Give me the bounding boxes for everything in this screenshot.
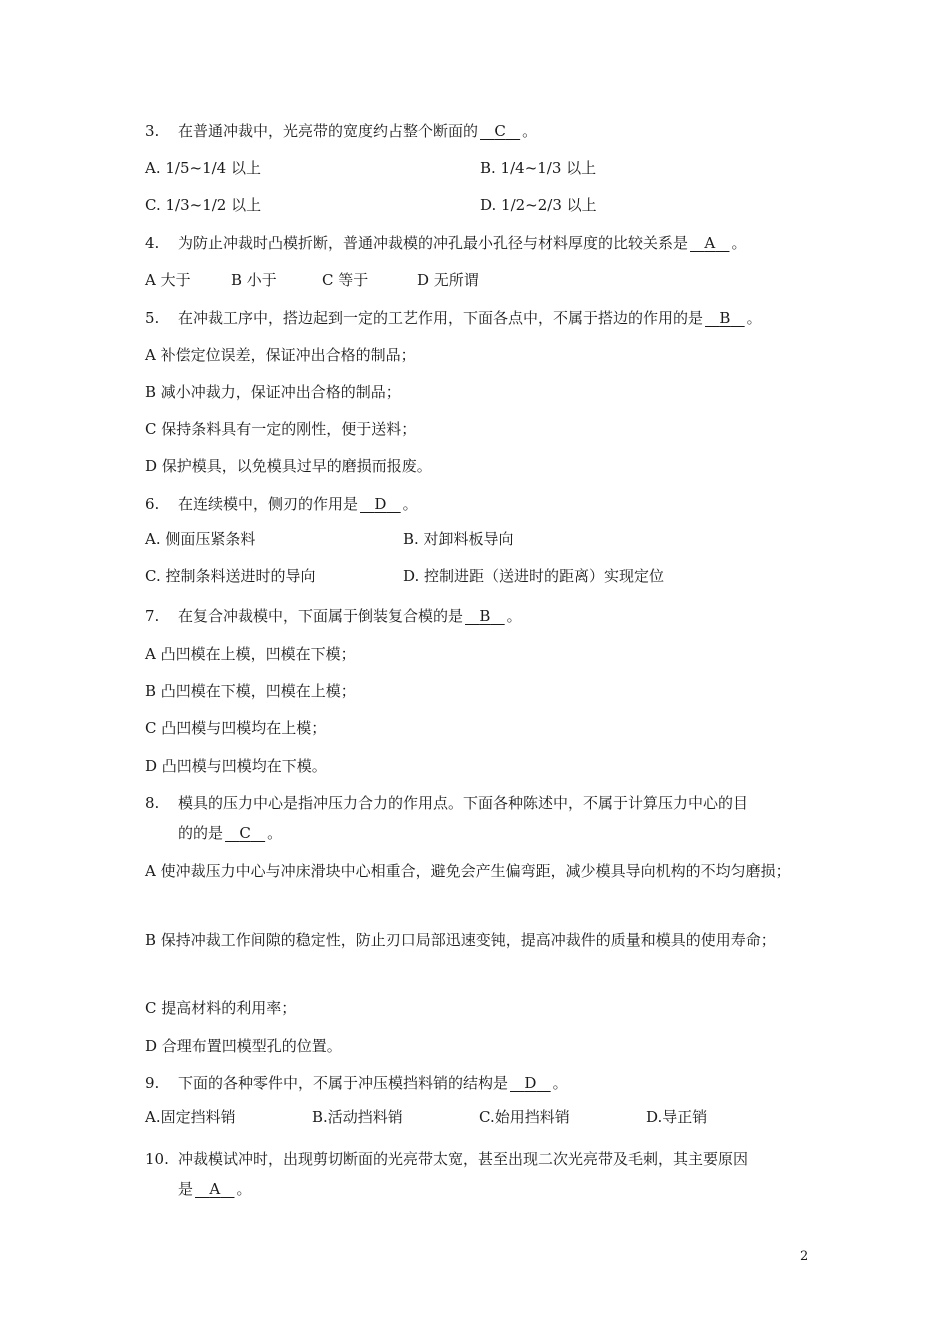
option-a: A 补偿定位误差，保证冲出合格的制品；: [145, 346, 416, 364]
option-d: D 无所谓: [417, 271, 479, 289]
question-4: [145, 232, 747, 254]
question-end: 。: [402, 495, 418, 513]
question-text: 在冲裁工序中，搭边起到一定的工艺作用，下面各点中，不属于搭边的作用的是: [178, 309, 704, 327]
question-end: 。: [267, 824, 283, 842]
answer-blank: C: [494, 122, 506, 140]
option-d: D. 控制进距（送进时的距离）实现定位: [403, 567, 665, 585]
option-a: A.固定挡料销: [145, 1108, 236, 1126]
answer-blank: C: [239, 824, 251, 842]
option-d: D 凸凹模与凹模均在下模。: [145, 757, 327, 775]
question-text: 冲裁模试冲时，出现剪切断面的光亮带太宽，甚至出现二次光亮带及毛刺，其主要原因: [178, 1150, 749, 1168]
question-10: [145, 1148, 748, 1170]
question-10-continuation: [178, 1178, 252, 1200]
question-number: 4.: [145, 234, 160, 252]
question-9: [145, 1072, 568, 1094]
option-a: A. 1/5~1/4 以上: [145, 159, 261, 177]
question-6: [145, 493, 418, 515]
option-d: D. 1/2~2/3 以上: [480, 196, 597, 214]
option-c: C. 1/3~1/2 以上: [145, 196, 262, 214]
question-end: 。: [731, 234, 747, 252]
answer-blank: A: [704, 234, 716, 252]
question-number: 10.: [145, 1150, 169, 1168]
option-a: A. 侧面压紧条料: [145, 530, 256, 548]
option-b: B. 1/4~1/3 以上: [480, 159, 597, 177]
option-c: C 保持条料具有一定的刚性，便于送料；: [145, 420, 417, 438]
question-number: 3.: [145, 122, 160, 140]
option-c: C. 控制条料送进时的导向: [145, 567, 316, 585]
question-7: [145, 605, 522, 627]
option-c: C 提高材料的利用率；: [145, 999, 297, 1017]
option-a: A 使冲裁压力中心与冲床滑块中心相重合，避免会产生偏弯距，减少模具导向机构的不均匀磨损；: [145, 862, 791, 880]
question-end: 。: [236, 1180, 252, 1198]
question-number: 6.: [145, 495, 160, 513]
question-end: 。: [746, 309, 762, 327]
answer-blank: D: [374, 495, 387, 513]
question-number: 5.: [145, 309, 160, 327]
option-d: D 合理布置凹模型孔的位置。: [145, 1037, 342, 1055]
question-number: 7.: [145, 607, 160, 625]
option-b: B 减小冲裁力，保证冲出合格的制品；: [145, 383, 401, 401]
answer-blank: A: [209, 1180, 221, 1198]
question-text: 为防止冲裁时凸模折断，普通冲裁模的冲孔最小孔径与材料厚度的比较关系是: [178, 234, 689, 252]
option-b: B.活动挡料销: [312, 1108, 403, 1126]
question-text: 下面的各种零件中，不属于冲压模挡料销的结构是: [178, 1074, 509, 1092]
question-8-continuation: [178, 822, 282, 844]
question-number: 9.: [145, 1074, 160, 1092]
question-end: 。: [522, 122, 538, 140]
question-text: 在连续模中，侧刃的作用是: [178, 495, 359, 513]
option-b: B. 对卸料板导向: [403, 530, 514, 548]
option-b: B 凸凹模在下模，凹模在上模；: [145, 682, 356, 700]
answer-blank: D: [524, 1074, 537, 1092]
option-b: B 保持冲裁工作间隙的稳定性，防止刃口局部迅速变钝，提高冲裁件的质量和模具的使用寿命；: [145, 931, 776, 949]
answer-blank: B: [719, 309, 731, 327]
option-b: B 小于: [231, 271, 277, 289]
option-c: C.始用挡料销: [479, 1108, 570, 1126]
question-text: 在普通冲裁中，光亮带的宽度约占整个断面的: [178, 122, 479, 140]
question-5: [145, 307, 762, 329]
question-3: [145, 120, 537, 142]
answer-blank: B: [479, 607, 491, 625]
option-a: A 大于: [145, 271, 191, 289]
question-text: 是: [178, 1180, 194, 1198]
question-text: 的的是: [178, 824, 224, 842]
option-d: D 保护模具，以免模具过早的磨损而报废。: [145, 457, 432, 475]
question-8: [145, 792, 748, 814]
question-end: 。: [552, 1074, 568, 1092]
question-text: 在复合冲裁模中，下面属于倒装复合模的是: [178, 607, 464, 625]
question-text: 模具的压力中心是指冲压力合力的作用点。下面各种陈述中，不属于计算压力中心的目: [178, 794, 749, 812]
option-c: C 凸凹模与凹模均在上模；: [145, 719, 327, 737]
question-end: 。: [506, 607, 522, 625]
option-d: D.导正销: [646, 1108, 708, 1126]
option-c: C 等于: [322, 271, 369, 289]
option-a: A 凸凹模在上模，凹模在下模；: [145, 645, 356, 663]
question-number: 8.: [145, 794, 160, 812]
page-number: 2: [800, 1249, 809, 1264]
